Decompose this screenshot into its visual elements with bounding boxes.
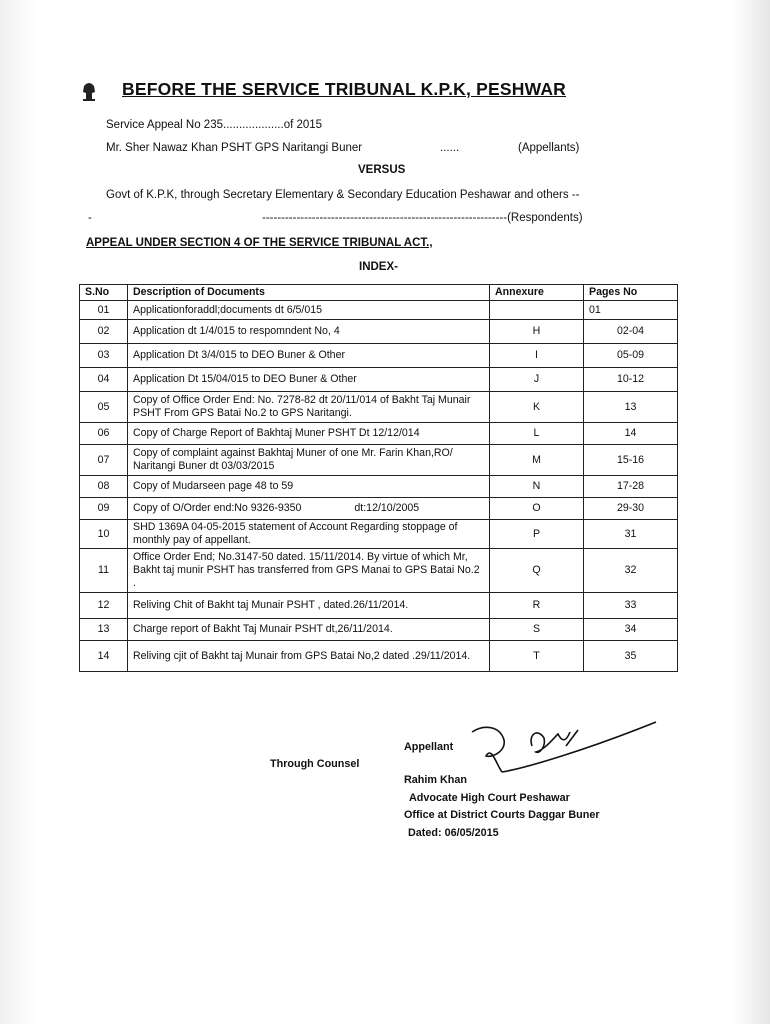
table-row	[80, 320, 678, 344]
cell-pages: 32	[584, 549, 678, 593]
cell-sno: 06	[80, 423, 128, 445]
cell-description: Copy of Mudarseen page 48 to 59	[128, 476, 490, 498]
cell-annexure: T	[490, 641, 584, 672]
cell-description: Reliving cjit of Bakht taj Munair from GPS Batai No,2 dated .29/11/2014.	[128, 641, 490, 672]
cell-annexure: L	[490, 423, 584, 445]
dated-line: Dated: 06/05/2015	[408, 827, 499, 839]
appellant-label: Appellant	[404, 741, 454, 753]
cell-annexure: H	[490, 320, 584, 344]
cell-pages: 14	[584, 423, 678, 445]
cell-description: Application dt 1/4/015 to respomndent No, 4	[128, 320, 490, 344]
table-row	[80, 423, 678, 445]
table-row	[80, 593, 678, 619]
header-description: Description of Documents	[128, 285, 490, 301]
scan-edge-right	[732, 0, 770, 1024]
cell-annexure: Q	[490, 549, 584, 593]
table-row	[80, 445, 678, 476]
appeal-number: Service Appeal No 235...................of 2015	[106, 119, 323, 131]
cell-sno: 14	[80, 641, 128, 672]
cell-pages: 02-04	[584, 320, 678, 344]
table-row	[80, 641, 678, 672]
header-pages: Pages No	[584, 285, 678, 301]
scan-edge-left	[0, 0, 38, 1024]
cell-pages: 34	[584, 619, 678, 641]
cell-pages: 33	[584, 593, 678, 619]
counsel-title: Advocate High Court Peshawar	[409, 792, 570, 804]
cell-pages: 15-16	[584, 445, 678, 476]
cell-pages: 35	[584, 641, 678, 672]
cell-sno: 08	[80, 476, 128, 498]
cell-sno: 13	[80, 619, 128, 641]
table-row	[80, 476, 678, 498]
signature-icon	[466, 716, 666, 786]
emblem-icon	[80, 80, 98, 102]
cell-pages: 31	[584, 520, 678, 549]
cell-sno: 11	[80, 549, 128, 593]
cell-description: Office Order End; No.3147-50 dated. 15/11/2014. By virtue of which Mr, Bakht taj munir PSHT has transferred from GPS Manai to GPS Batai No.2 .	[128, 549, 490, 593]
table-row	[80, 498, 678, 520]
cell-description: Application Dt 3/4/015 to DEO Buner & Other	[128, 344, 490, 368]
respondent-role: ----------------------------------------------------------------(Respondents)	[262, 212, 583, 224]
cell-pages: 13	[584, 392, 678, 423]
cell-sno: 09	[80, 498, 128, 520]
appellant-dots: ......	[440, 142, 460, 154]
cell-pages: 17-28	[584, 476, 678, 498]
cell-pages: 29-30	[584, 498, 678, 520]
table-row	[80, 368, 678, 392]
cell-sno: 04	[80, 368, 128, 392]
header-annexure: Annexure	[490, 285, 584, 301]
versus-label: VERSUS	[358, 164, 406, 176]
cell-sno: 05	[80, 392, 128, 423]
cell-annexure: R	[490, 593, 584, 619]
through-counsel: Through Counsel	[270, 758, 360, 770]
cell-description: Copy of complaint against Bakhtaj Muner of one Mr. Farin Khan,RO/ Naritangi Buner dt 03/03/2015	[128, 445, 490, 476]
cell-description: Copy of Office Order End: No. 7278-82 dt 20/11/014 of Bakht Taj Munair PSHT From GPS Batai No.2 to GPS Naritangi.	[128, 392, 490, 423]
table-row	[80, 520, 678, 549]
cell-annexure: P	[490, 520, 584, 549]
respondent-name: Govt of K.P.K, through Secretary Elementary & Secondary Education Peshawar and others --	[106, 189, 580, 201]
cell-description: SHD 1369A 04-05-2015 statement of Account Regarding stoppage of monthly pay of appellant.	[128, 520, 490, 549]
cell-description: Applicationforaddl;documents dt 6/5/015	[128, 301, 490, 320]
cell-description: Copy of Charge Report of Bakhtaj Muner PSHT Dt 12/12/014	[128, 423, 490, 445]
cell-description: Application Dt 15/04/015 to DEO Buner & Other	[128, 368, 490, 392]
cell-annexure: S	[490, 619, 584, 641]
cell-pages: 01	[584, 301, 678, 320]
cell-annexure: K	[490, 392, 584, 423]
cell-annexure: M	[490, 445, 584, 476]
index-heading: INDEX-	[359, 261, 398, 273]
table-row	[80, 619, 678, 641]
appellant-name: Mr. Sher Nawaz Khan PSHT GPS Naritangi Buner	[106, 142, 363, 154]
cell-annexure: N	[490, 476, 584, 498]
section-heading: APPEAL UNDER SECTION 4 OF THE SERVICE TRIBUNAL ACT.,	[86, 237, 433, 249]
table-row	[80, 549, 678, 593]
cell-description: Charge report of Bakht Taj Munair PSHT dt,26/11/2014.	[128, 619, 490, 641]
cell-sno: 10	[80, 520, 128, 549]
table-row	[80, 392, 678, 423]
header-sno: S.No	[80, 285, 128, 301]
cell-sno: 03	[80, 344, 128, 368]
cell-description: Copy of O/Order end:No 9326-9350 dt:12/10/2005	[128, 498, 490, 520]
table-row	[80, 301, 678, 320]
cell-annexure: J	[490, 368, 584, 392]
counsel-name: Rahim Khan	[404, 774, 467, 786]
index-table	[79, 284, 678, 672]
appellant-role: (Appellants)	[518, 142, 580, 154]
cell-sno: 01	[80, 301, 128, 320]
cell-annexure	[490, 301, 584, 320]
cell-pages: 05-09	[584, 344, 678, 368]
table-header-row	[80, 285, 678, 301]
cell-sno: 02	[80, 320, 128, 344]
cell-sno: 07	[80, 445, 128, 476]
respondent-dash: -	[88, 212, 92, 224]
cell-annexure: O	[490, 498, 584, 520]
counsel-office: Office at District Courts Daggar Buner	[404, 809, 600, 821]
document-title: BEFORE THE SERVICE TRIBUNAL K.P.K, PESHWAR	[122, 79, 567, 99]
table-row	[80, 344, 678, 368]
cell-sno: 12	[80, 593, 128, 619]
cell-pages: 10-12	[584, 368, 678, 392]
cell-annexure: I	[490, 344, 584, 368]
cell-description: Reliving Chit of Bakht taj Munair PSHT , dated.26/11/2014.	[128, 593, 490, 619]
